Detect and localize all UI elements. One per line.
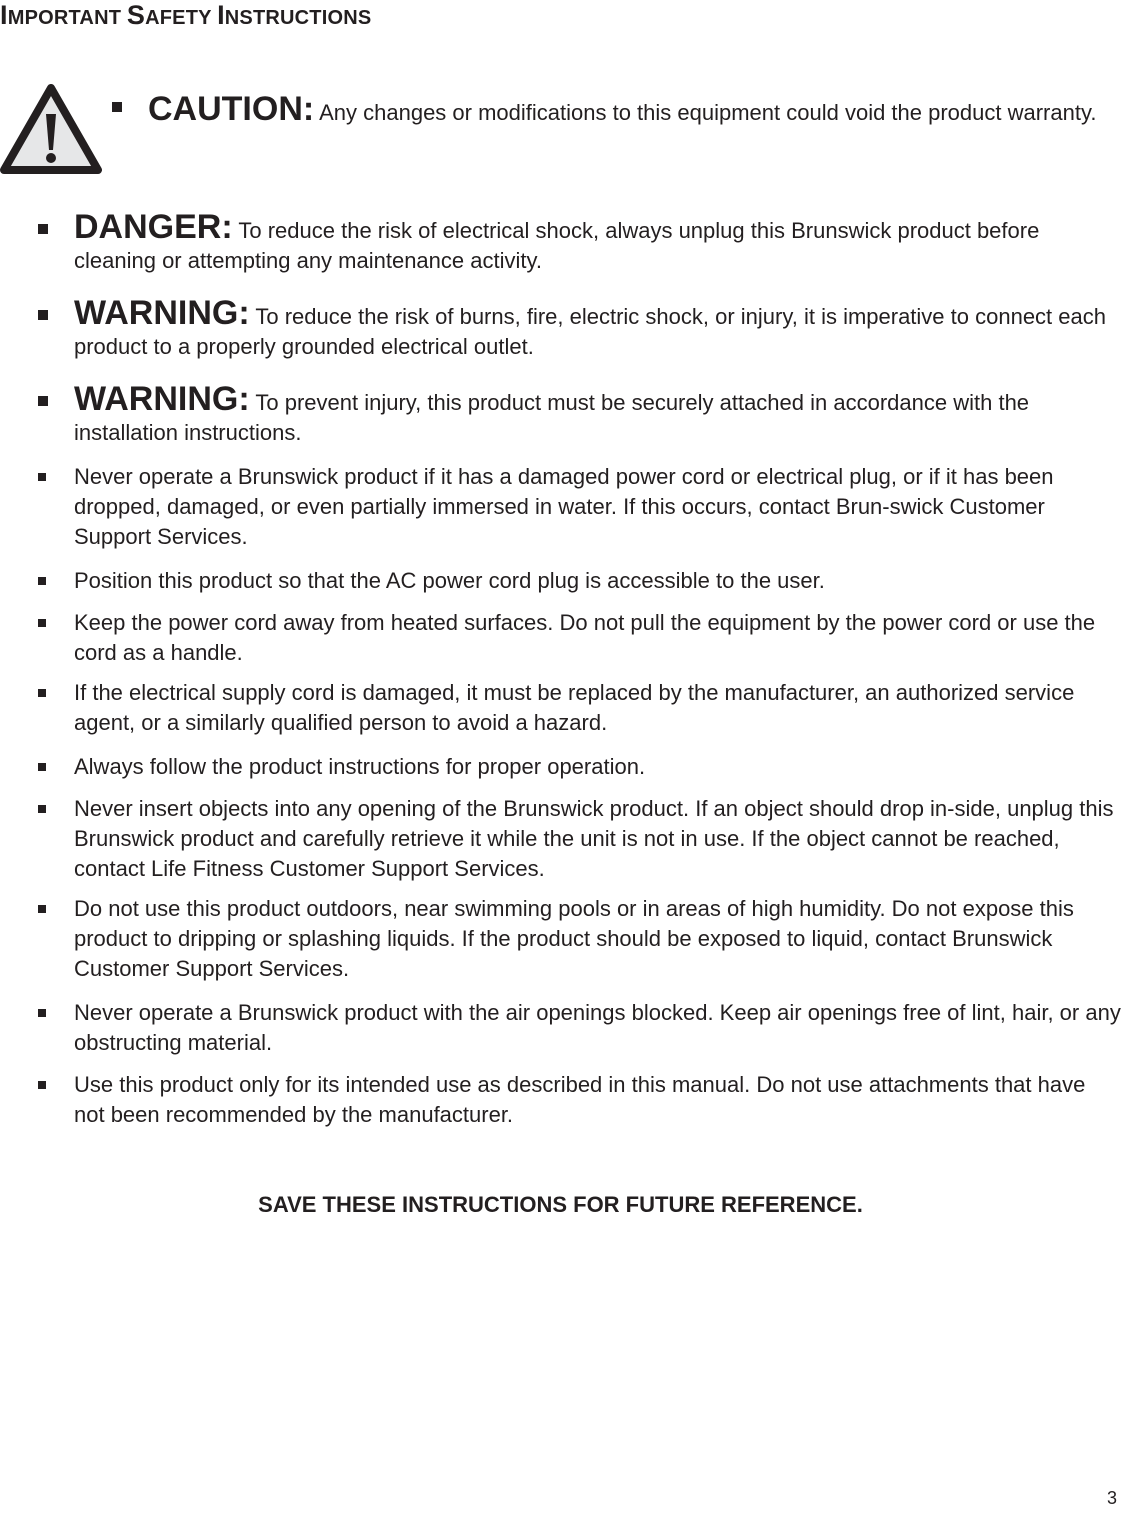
- list-item: Never insert objects into any opening of the Brunswick product. If an object should drop in-side, unplug this Brunswick product and carefully retrieve it while the unit is not in use. If the object cannot be reached, contact Life Fitness Customer Support Services.: [38, 794, 1121, 884]
- list-item: Position this product so that the AC power cord plug is accessible to the user.: [38, 566, 1121, 596]
- list-item: Never operate a Brunswick product with the air openings blocked. Keep air openings free of lint, hair, or any obstructing material.: [38, 998, 1121, 1058]
- list-item: Always follow the product instructions for proper operation.: [38, 752, 1121, 782]
- caution-item: [112, 92, 1117, 128]
- bullet-icon: [38, 577, 46, 585]
- bullet-icon: [38, 805, 46, 813]
- bullet-icon: [38, 763, 46, 771]
- warning-label: WARNING:: [74, 380, 250, 418]
- warning-item: [38, 382, 1121, 448]
- warning-triangle-icon: [0, 84, 102, 176]
- caution-text: Any changes or modifications to this equipment could void the product warranty.: [314, 100, 1097, 125]
- title-rest: NSTRUCTIONS: [224, 7, 372, 29]
- bullet-icon: [38, 473, 46, 481]
- warning-label: WARNING:: [74, 294, 250, 332]
- bullet-icon: [38, 1081, 46, 1089]
- bullet-icon: [38, 224, 48, 234]
- caution-label: CAUTION:: [148, 90, 315, 128]
- page-number: 3: [1106, 1488, 1117, 1508]
- danger-text: To reduce the risk of electrical shock, always unplug this Brunswick product before cleaning or attempting any maintenance activity.: [74, 218, 1040, 273]
- warning-text: To prevent injury, this product must be securely attached in accordance with the installation instructions.: [74, 390, 1030, 445]
- title-rest: MPORTANT: [7, 7, 127, 29]
- bullet-icon: [38, 619, 46, 627]
- title-cap: S: [126, 0, 146, 30]
- title-cap: I: [217, 0, 225, 30]
- bullet-icon: [38, 310, 48, 320]
- title-rest: AFETY: [145, 7, 218, 29]
- list-item: Keep the power cord away from heated surfaces. Do not pull the equipment by the power cord or use the cord as a handle.: [38, 608, 1121, 668]
- warning-text: To reduce the risk of burns, fire, electric shock, or injury, it is imperative to connect each product to a properly grounded electrical outlet.: [74, 304, 1106, 359]
- list-item: Use this product only for its intended use as described in this manual. Do not use attachments that have not been recommended by the manufacturer.: [38, 1070, 1121, 1130]
- danger-item: [38, 210, 1121, 276]
- page-title: [0, 0, 371, 31]
- list-item: Never operate a Brunswick product if it has a damaged power cord or electrical plug, or if it has been dropped, damaged, or even partially immersed in water. If this occurs, contact Brun-swick Customer Support Services.: [38, 462, 1121, 552]
- bullet-icon: [38, 905, 46, 913]
- danger-label: DANGER:: [74, 208, 233, 246]
- list-item: If the electrical supply cord is damaged, it must be replaced by the manufacturer, an authorized service agent, or a similarly qualified person to avoid a hazard.: [38, 678, 1121, 738]
- save-instructions-note: SAVE THESE INSTRUCTIONS FOR FUTURE REFERENCE.: [258, 1192, 863, 1217]
- bullet-icon: [38, 1009, 46, 1017]
- bullet-icon: [38, 689, 46, 697]
- warning-item: [38, 296, 1121, 362]
- bullet-icon: [38, 396, 48, 406]
- list-item: Do not use this product outdoors, near swimming pools or in areas of high humidity. Do not expose this product to dripping or splashing liquids. If the product should be exposed to liquid, contact Brunswick Customer Support Services.: [38, 894, 1121, 984]
- bullet-icon: [112, 102, 122, 112]
- title-cap: I: [0, 0, 8, 30]
